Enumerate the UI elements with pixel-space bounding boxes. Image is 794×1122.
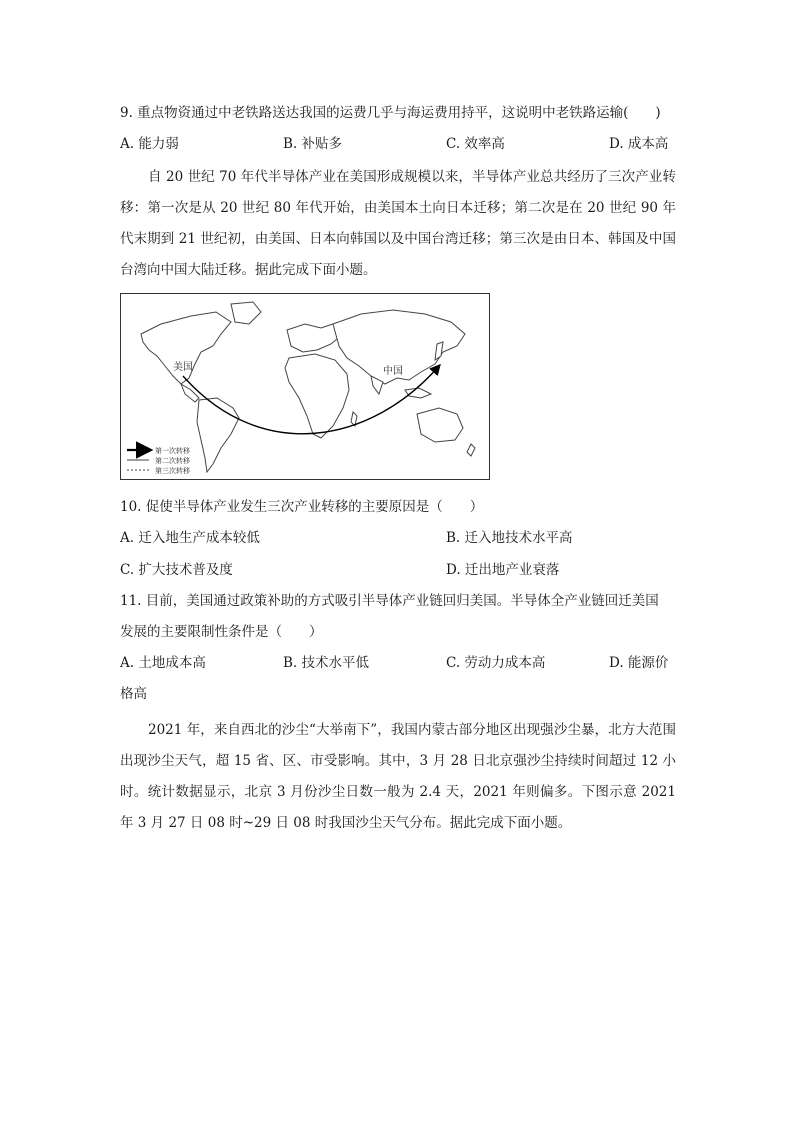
greenland-shape <box>231 302 261 324</box>
q10-option-a[interactable]: A. 迁入地生产成本较低 <box>120 530 260 546</box>
q10-stem: 10. 促使半导体产业发生三次产业转移的主要原因是（ ） <box>120 499 484 515</box>
q9-option-c[interactable]: C. 效率高 <box>446 136 505 152</box>
new-zealand-shape <box>467 444 475 456</box>
label-china: 中国 <box>383 366 403 377</box>
q9-option-a[interactable]: A. 能力弱 <box>120 136 179 152</box>
legend-third: 第三次转移 <box>155 467 190 475</box>
q9-option-b[interactable]: B. 补贴多 <box>283 136 343 152</box>
q11-option-a[interactable]: A. 土地成本高 <box>120 655 206 671</box>
label-usa: 美国 <box>173 362 193 373</box>
q10-option-b[interactable]: B. 迁入地技术水平高 <box>446 530 573 546</box>
q10-option-d[interactable]: D. 迁出地产业衰落 <box>446 562 560 578</box>
legend-first: 第一次转移 <box>155 447 190 455</box>
map-legend <box>127 446 190 475</box>
north-america-shape <box>141 312 231 384</box>
africa-shape <box>285 354 349 438</box>
q11-stem-line1: 11. 目前，美国通过政策补助的方式吸引半导体产业链回归美国。半导体全产业链回迁美国 <box>120 593 659 609</box>
q9-option-d[interactable]: D. 成本高 <box>609 136 669 152</box>
q10-option-c[interactable]: C. 扩大技术普及度 <box>120 562 233 578</box>
q11-option-b[interactable]: B. 技术水平低 <box>283 655 370 671</box>
world-map-svg <box>121 294 489 479</box>
q9-stem: 9. 重点物资通过中老铁路送达我国的运费几乎与海运费用持平，这说明中老铁路运输( ) <box>120 105 661 121</box>
legend-second: 第二次转移 <box>155 457 190 465</box>
q11-stem-line2: 发展的主要限制性条件是（ ） <box>120 624 323 640</box>
passage-sandstorm: 2021 年，来自西北的沙尘“大举南下”，我国内蒙古部分地区出现强沙尘暴，北方大范围出现沙尘天气，超 15 省、区、市受影响。其中，3 月 28 日北京强沙尘持续时间超过 12 小时。统计数据显示，北京 3 月份沙尘日数一般为 2.4 天，2021 年则偏多。下图示意 2021 年 3 月 27 日 08 时~29 日 08 时我国沙尘天气分布。据此完成下面小题。 <box>120 722 676 831</box>
australia-shape <box>417 408 463 442</box>
q11-option-d-wrap: 格高 <box>120 686 147 702</box>
world-map-figure <box>120 293 490 480</box>
central-america-shape <box>181 384 199 402</box>
passage-semiconductor: 自 20 世纪 70 年代半导体产业在美国形成规模以来，半导体产业总共经历了三次产业转移：第一次是从 20 世纪 80 年代开始，由美国本土向日本迁移；第二次是在 20 世纪 90 年代末期到 21 世纪初，由美国、日本向韩国以及中国台湾迁移；第三次是由日本、韩国及中国台湾向中国大陆迁移。据此完成下面小题。 <box>120 169 676 278</box>
q11-option-d[interactable]: D. 能源价 <box>609 655 669 671</box>
southeast-asia-islands-shape <box>405 388 431 398</box>
q11-option-c[interactable]: C. 劳动力成本高 <box>446 655 546 671</box>
south-america-shape <box>197 398 239 472</box>
